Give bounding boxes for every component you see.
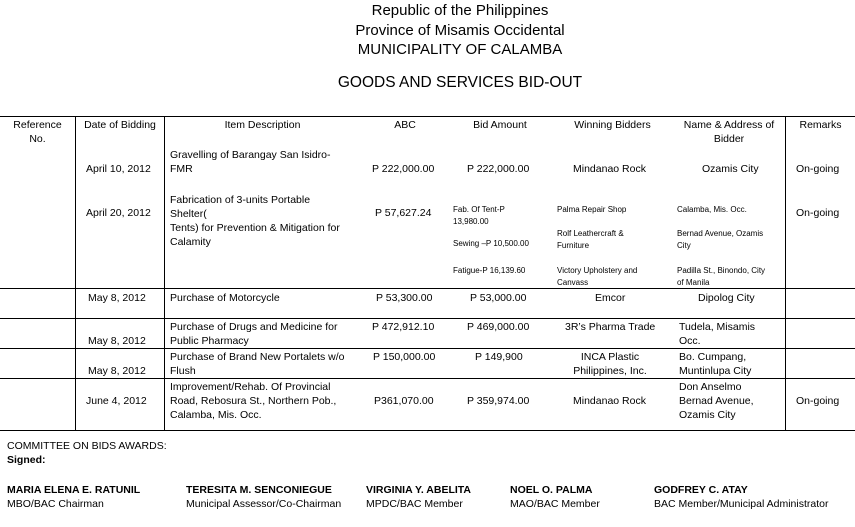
row-divider: [0, 318, 855, 319]
cell-item: Purchase of Motorcycle: [170, 292, 280, 304]
cell-bid-amount: Fatigue-P 16,139.60: [453, 266, 526, 275]
col-header-reference: Reference No.: [13, 119, 62, 145]
cell-abc: P 53,300.00: [376, 292, 433, 304]
signatory-name: VIRGINIA Y. ABELITA: [366, 484, 472, 496]
cell-bid-amount: Fab. Of Tent-P 13,980.00: [453, 205, 505, 226]
cell-item: Purchase of Drugs and Medicine for Public Pharmacy: [170, 321, 338, 347]
cell-winning-bidder: Palma Repair Shop: [557, 205, 627, 214]
cell-bid-amount: Sewing –P 10,500.00: [453, 239, 529, 248]
cell-abc: P 57,627.24: [375, 207, 432, 219]
signed-label: Signed:: [7, 454, 46, 466]
cell-winning-bidder: Emcor: [595, 292, 626, 304]
header-province: Province of Misamis Occidental: [355, 22, 565, 39]
cell-item: Gravelling of Barangay San Isidro- FMR: [170, 149, 331, 175]
cell-date: June 4, 2012: [86, 395, 147, 407]
cell-address: Bo. Cumpang, Muntinlupa City: [679, 351, 752, 377]
cell-item: Purchase of Brand New Portalets w/o Flush: [170, 351, 345, 377]
cell-bid-amount: P 359,974.00: [467, 395, 530, 407]
cell-winning-bidder: Mindanao Rock: [573, 163, 646, 175]
col-divider: [785, 116, 786, 431]
row-divider: [0, 378, 855, 379]
cell-date: April 10, 2012: [86, 163, 151, 175]
header-municipality: MUNICIPALITY OF CALAMBA: [357, 41, 563, 58]
cell-item: Improvement/Rehab. Of Provincial Road, Rebosura St., Northern Pob., Calamba, Mis. Occ.: [170, 381, 337, 421]
col-divider: [164, 116, 165, 431]
cell-address: Tudela, Misamis Occ.: [679, 321, 756, 347]
col-divider: [75, 116, 76, 431]
table-top-border: [0, 116, 855, 117]
cell-address: Bernad Avenue, Ozamis City: [677, 229, 764, 250]
cell-bid-amount: P 469,000.00: [467, 321, 530, 333]
cell-remarks: On-going: [796, 395, 840, 407]
cell-remarks: On-going: [796, 163, 840, 175]
signatory-name: TERESITA M. SENCONIEGUE: [186, 484, 332, 496]
cell-abc: P361,070.00: [374, 395, 434, 407]
col-header-winning-bidders: Winning Bidders: [574, 119, 651, 131]
signatory-position: MBO/BAC Chairman: [7, 498, 104, 510]
cell-date: April 20, 2012: [86, 207, 151, 219]
col-header-item: Item Description: [224, 119, 301, 131]
col-header-remarks: Remarks: [799, 119, 842, 131]
cell-address: Dipolog City: [698, 292, 755, 304]
signatory-position: BAC Member/Municipal Administrator: [654, 498, 829, 510]
signatory-name: NOEL O. PALMA: [510, 484, 593, 496]
document-title: GOODS AND SERVICES BID-OUT: [337, 74, 583, 91]
cell-remarks: On-going: [796, 207, 840, 219]
signatory-position: MPDC/BAC Member: [366, 498, 463, 510]
cell-abc: P 150,000.00: [373, 351, 436, 363]
cell-date: May 8, 2012: [88, 365, 146, 377]
cell-bid-amount: P 149,900: [475, 351, 523, 363]
cell-winning-bidder: Victory Upholstery and Canvass: [557, 266, 638, 287]
cell-date: May 8, 2012: [88, 335, 146, 347]
committee-heading: COMMITTEE ON BIDS AWARDS:: [7, 440, 167, 452]
signatory-name: GODFREY C. ATAY: [654, 484, 748, 496]
cell-address: Ozamis City: [702, 163, 759, 175]
cell-bid-amount: P 53,000.00: [470, 292, 527, 304]
col-header-abc: ABC: [394, 119, 416, 131]
col-header-bid-amount: Bid Amount: [473, 119, 527, 131]
col-header-date: Date of Bidding: [84, 119, 156, 131]
cell-bid-amount: P 222,000.00: [467, 163, 530, 175]
col-header-name-address: Name & Address of Bidder: [683, 119, 775, 145]
header-republic: Republic of the Philippines: [371, 2, 549, 19]
row-divider: [0, 348, 855, 349]
cell-abc: P 222,000.00: [372, 163, 435, 175]
table-bottom-border: [0, 430, 855, 431]
signatory-position: MAO/BAC Member: [510, 498, 600, 510]
cell-winning-bidder: Rolf Leathercraft & Furniture: [557, 229, 624, 250]
cell-abc: P 472,912.10: [372, 321, 435, 333]
cell-address: Padilla St., Binondo, City of Manila: [677, 266, 766, 287]
cell-winning-bidder: INCA Plastic Philippines, Inc.: [573, 351, 647, 377]
signatory-position: Municipal Assessor/Co-Chairman: [186, 498, 342, 510]
cell-date: May 8, 2012: [88, 292, 146, 304]
cell-winning-bidder: Mindanao Rock: [573, 395, 646, 407]
cell-item: Fabrication of 3-units Portable Shelter( Tents) for Prevention & Mitigation for Calamity: [170, 194, 340, 248]
cell-address: Don Anselmo Bernad Avenue, Ozamis City: [679, 381, 754, 421]
cell-winning-bidder: 3R’s Pharma Trade: [565, 321, 656, 333]
signatory-name: MARIA ELENA E. RATUNIL: [7, 484, 141, 496]
cell-address: Calamba, Mis. Occ.: [677, 205, 747, 214]
